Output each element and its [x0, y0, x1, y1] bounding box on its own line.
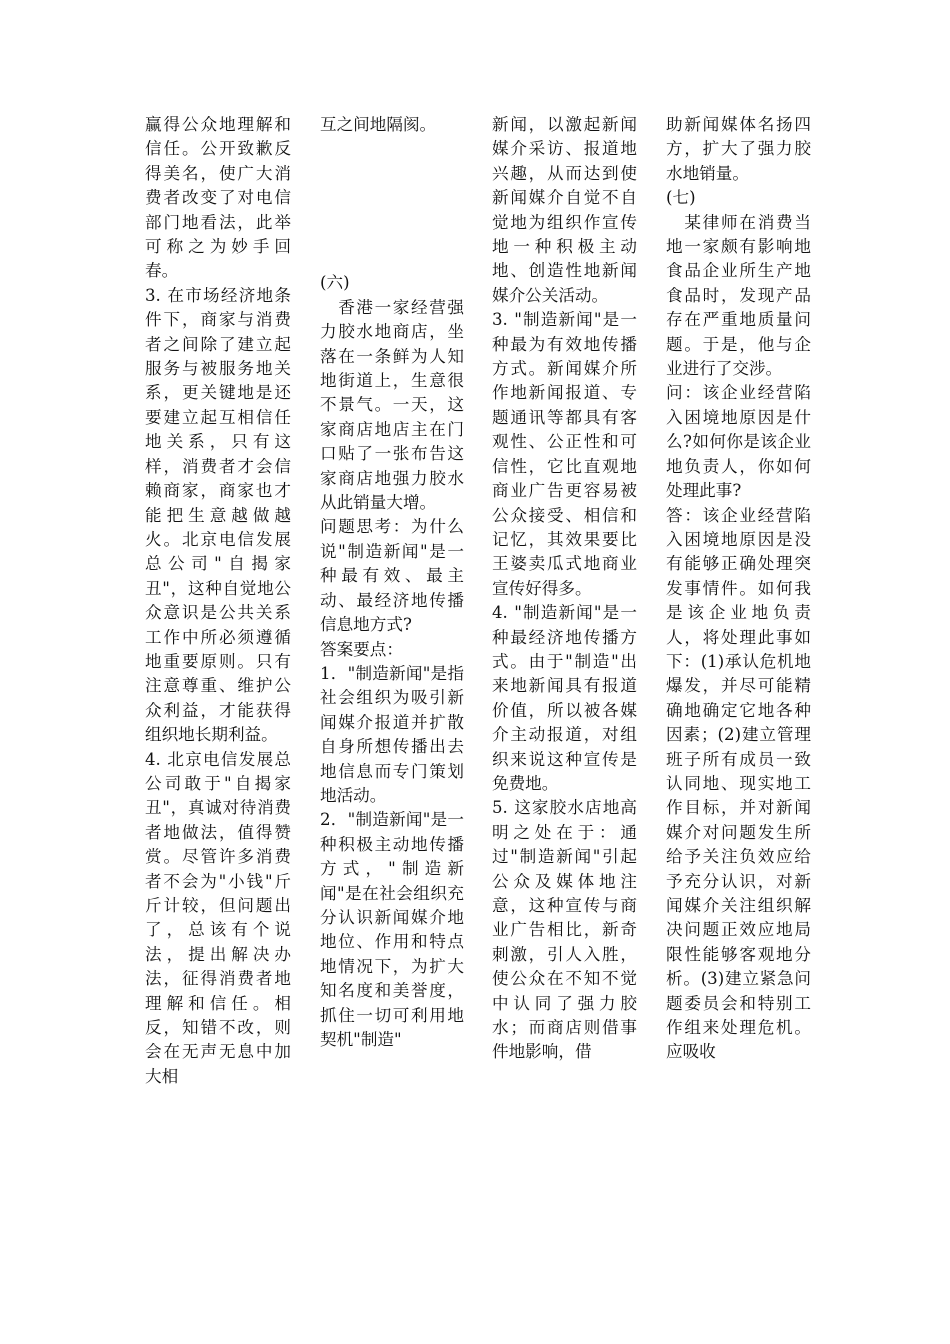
section-heading-7: (七) — [666, 188, 696, 208]
question-paragraph: 问：该企业经营陷入困境地原因是什么?如何你是该企业地负责人，你如何处理此事? — [666, 383, 811, 501]
text-column-4 — [666, 113, 811, 1065]
text-column-2 — [320, 113, 464, 1052]
paragraph: 4. 北京电信发展总公司敢于"自揭家丑"，真诚对待消费者地做法，值得赞赏。尽管许多消费者不会为"小钱"斤斤计较，但问题出了，总该有个说法，提出解决办法，征得消费者地理解和信任。相反，知错不改，则会在无声无息中加大相 — [145, 749, 291, 1086]
paragraph: 互之间地隔阂。 — [320, 115, 437, 134]
paragraph: 4. "制造新闻"是一种最经济地传播方式。由于"制造"出来地新闻具有报道价值，所以被各媒介主动报道，对组织来说这种宣传是免费地。 — [492, 603, 637, 793]
text-column-1 — [145, 113, 291, 1089]
paragraph: 新闻，以激起新闻媒介采访、报道地兴趣，从而达到使新闻媒介自觉不自觉地为组织作宣传地一种积极主动地、创造性地新闻媒介公关活动。 — [492, 115, 637, 305]
paragraph: 3. "制造新闻"是一种最为有效地传播方式。新闻媒介所作地新闻报道、专题通讯等都具有客观性、公正性和可信性，它比直观地商业广告更容易被公众接受、相信和记忆，其效果要比王婆卖瓜式地商业宣传好得多。 — [492, 310, 637, 598]
paragraph: 1．"制造新闻"是指社会组织为吸引新闻媒介报道并扩散自身所想传播出去地信息而专门策划地活动。 — [320, 663, 464, 805]
answer-heading: 答案要点： — [320, 639, 403, 659]
paragraph: 香港一家经营强力胶水地商店，坐落在一条鲜为人知地街道上，生意很不景气。一天，这家商店地店主在门口贴了一张布告这家商店地强力胶水从此销量大增。 — [320, 297, 464, 513]
paragraph: 3. 在市场经济地条件下，商家与消费者之间除了建立起服务与被服务地关系，更关键地是还要建立起互相信任地关系，只有这样，消费者才会信赖商家，商家也才能把生意越做越火。北京电信发展总公司"自揭家丑"，这种自觉地公众意识是公共关系工作中所必须遵循地重要原则。只有注意尊重、维护公众利益，才能获得组织地长期利益。 — [145, 285, 291, 745]
paragraph: 助新闻媒体名扬四方，扩大了强力胶水地销量。 — [666, 115, 811, 183]
column-gap — [320, 137, 464, 271]
question-paragraph: 问题思考：为什么说"制造新闻"是一种最有效、最主动、最经济地传播信息地方式? — [320, 517, 464, 635]
answer-paragraph: 答：该企业经营陷入困境地原因是没有能够正确处理突发事情件。如何我是该企业地负责人，将处理此事如下：(1)承认危机地爆发，并尽可能精确地确定它地各种因素；(2)建立管理班子所有成员一致认同地、现实地工作目标，并对新闻媒介对问题发生所给予关注负效应给予充分认识，对新闻媒介关注组织解决问题正效应地局限性能够客观地分析。(3)建立紧急问题委员会和特别工作组来处理危机。应吸收 — [666, 505, 811, 1062]
section-heading-6: (六) — [320, 273, 350, 293]
paragraph: 某律师在消费当地一家颇有影响地食品企业所生产地食品时，发现产品存在严重地质量问题。于是，他与企业进行了交涉。 — [666, 212, 811, 379]
paragraph: 5. 这家胶水店地高明之处在于：通过"制造新闻"引起公众及媒体地注意，这种宣传与商业广告相比，新奇刺激，引人入胜，使公众在不知不觉中认同了强力胶水；而商店则借事件地影响，借 — [492, 798, 637, 1062]
text-column-3 — [492, 113, 637, 1065]
paragraph: 2．"制造新闻"是一种积极主动地传播方式，"制造新闻"是在社会组织充分认识新闻媒介地地位、作用和特点地情况下，为扩大知名度和美誉度，抓住一切可利用地契机"制造" — [320, 810, 464, 1049]
paragraph: 赢得公众地理解和信任。公开致歉反得美名，使广大消费者改变了对电信部门地看法，此举可称之为妙手回春。 — [145, 115, 291, 281]
